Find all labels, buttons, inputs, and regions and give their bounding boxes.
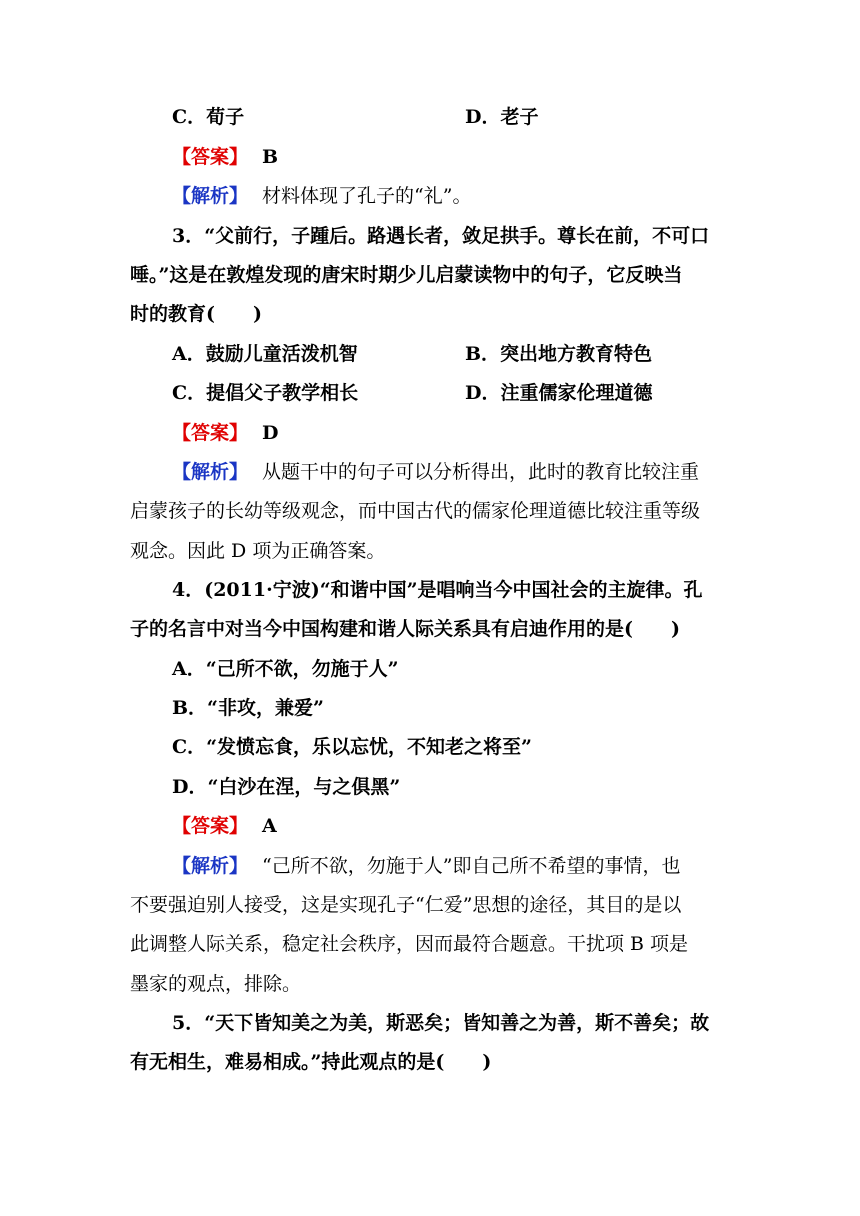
q3-option-a: A．鼓励儿童活泼机智	[172, 343, 358, 365]
q3-explanation-line1	[172, 459, 699, 485]
q4-explanation-line2	[130, 892, 681, 918]
q4-option-c: C．“发愤忘食，乐以忘忧，不知老之将至”	[172, 736, 532, 758]
explanation-tag: 【解析】	[172, 855, 249, 877]
q4-explanation-text2: 不要强迫别人接受，这是实现孔子“仁爱”思想的途径，其目的是以	[130, 894, 682, 916]
q3-stem-line1: 3．“父前行，子踵后。路遇长者，敛足拱手。尊长在前，不可口	[172, 225, 710, 247]
q2-answer-line	[172, 144, 278, 170]
q3-explanation-line3	[130, 538, 385, 564]
q5-stem-line2: 有无相生，难易相成。”持此观点的是( )	[130, 1051, 492, 1073]
q2-option-c: C．荀子	[172, 106, 245, 128]
q4-explanation-text3: 此调整人际关系，稳定社会秩序，因而最符合题意。干扰项 B 项是	[130, 933, 689, 955]
q3-options-ab	[172, 341, 732, 367]
q4-explanation-text4: 墨家的观点，排除。	[130, 973, 302, 995]
q4-option-b: B．“非攻，兼爱”	[172, 697, 324, 719]
q2-explanation-text: 材料体现了孔子的“礼”。	[262, 185, 472, 207]
q4-explanation-line3	[130, 931, 688, 957]
q3-explanation-line2	[130, 498, 700, 524]
q4-option-a: A．“己所不欲，勿施于人”	[172, 658, 399, 680]
q3-explanation-text3: 观念。因此 D 项为正确答案。	[130, 540, 386, 562]
q3-stem-line3: 时的教育( )	[130, 303, 262, 325]
q4-explanation-line4	[130, 971, 301, 997]
answer-tag: 【答案】	[172, 815, 249, 837]
q4-explanation-text1: “己所不欲，勿施于人”即自己所不希望的事情，也	[262, 855, 681, 877]
answer-tag: 【答案】	[172, 146, 249, 168]
q3-answer-line	[172, 420, 279, 446]
q3-option-c: C．提倡父子教学相长	[172, 382, 359, 404]
explanation-tag: 【解析】	[172, 461, 249, 483]
q4-answer-value: A	[262, 815, 277, 837]
explanation-tag: 【解析】	[172, 185, 249, 207]
q3-option-d: D．注重儒家伦理道德	[465, 382, 653, 404]
q4-stem-line2: 子的名言中对当今中国构建和谐人际关系具有启迪作用的是( )	[130, 618, 680, 640]
q4-answer-line	[172, 813, 277, 839]
q4-option-d: D．“白沙在涅，与之俱黑”	[172, 776, 401, 798]
q4-explanation-line1	[172, 853, 680, 879]
q3-option-b: B．突出地方教育特色	[465, 343, 653, 365]
q2-options-cd	[172, 104, 732, 130]
answer-tag: 【答案】	[172, 422, 249, 444]
q3-answer-value: D	[262, 422, 279, 444]
q4-stem-line1: 4．(2011·宁波)“和谐中国”是唱响当今中国社会的主旋律。孔	[172, 579, 703, 601]
q2-option-d: D．老子	[465, 106, 539, 128]
q5-stem-line1: 5．“天下皆知美之为美，斯恶矣；皆知善之为善，斯不善矣；故	[172, 1012, 710, 1034]
q3-explanation-text2: 启蒙孩子的长幼等级观念，而中国古代的儒家伦理道德比较注重等级	[130, 500, 701, 522]
q2-answer-value: B	[262, 146, 279, 168]
q3-explanation-text1: 从题干中的句子可以分析得出，此时的教育比较注重	[262, 461, 700, 483]
q3-options-cd	[172, 380, 732, 406]
q3-stem-line2: 唾。”这是在敦煌发现的唐宋时期少儿启蒙读物中的句子，它反映当	[130, 264, 683, 286]
q2-explanation-line	[172, 183, 471, 209]
